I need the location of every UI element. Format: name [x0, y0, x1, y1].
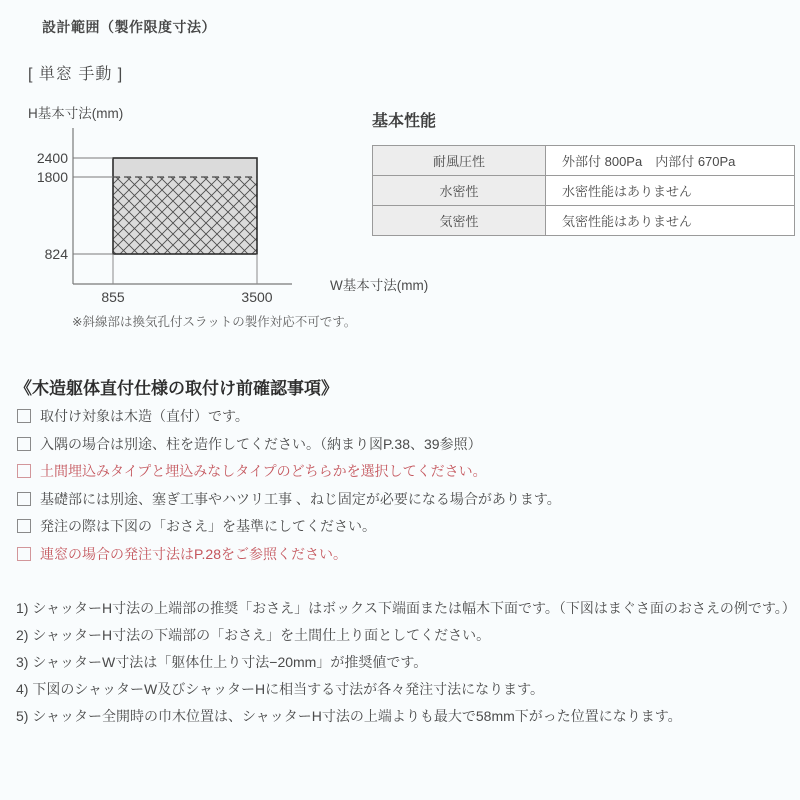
checkbox-icon [17, 409, 31, 423]
checkbox-icon [17, 464, 31, 478]
checklist [17, 407, 561, 563]
y-tick-label-2400: 2400 [36, 150, 68, 166]
row-value: 外部付 800Pa 内部付 670Pa [562, 154, 736, 169]
y-tick-label-1800: 1800 [36, 169, 68, 185]
note-line: 3) シャッターW寸法は「躯体仕上り寸法−20mm」が推奨値です。 [16, 654, 428, 670]
checklist-item-label: 入隅の場合は別途、柱を造作してください。（納まり図P.38、39参照） [40, 435, 482, 452]
checkbox-icon [17, 547, 31, 561]
chart-x-axis-label: W基本寸法(mm) [330, 278, 429, 293]
checkbox-icon [17, 492, 31, 506]
checkbox-icon [17, 519, 31, 533]
design-range-chart [30, 124, 330, 310]
row-label: 気密性 [373, 206, 546, 235]
checklist-heading: 《木造躯体直付仕様の取付け前確認事項》 [15, 379, 338, 398]
checklist-item-label: 連窓の場合の発注寸法はP.28をご参照ください。 [40, 545, 347, 562]
note-line: 4) 下図のシャッターW及びシャッターHに相当する寸法が各々発注寸法になります。 [16, 681, 544, 697]
table-row [373, 176, 794, 206]
note-line: 1) シャッターH寸法の上端部の推奨「おさえ」はボックス下端面または幅木下面です。（下図はまぐさ面のおさえの例です。） [16, 600, 796, 616]
checklist-item [17, 517, 561, 535]
hatch-area [113, 177, 257, 254]
page-subtitle: [ 単窓 手動 ] [28, 66, 124, 83]
x-tick-label-3500: 3500 [241, 289, 273, 305]
row-value: 気密性能はありません [562, 214, 693, 229]
checklist-item-label: 土間埋込みタイプと埋込みなしタイプのどちらかを選択してください。 [40, 463, 487, 479]
performance-heading: 基本性能 [372, 113, 437, 130]
checklist-item [17, 462, 561, 480]
table-row [373, 206, 794, 235]
notes-list [16, 598, 796, 724]
checklist-item [17, 407, 561, 425]
checklist-item-label: 発注の際は下図の「おさえ」を基準にしてください。 [40, 518, 376, 534]
checklist-item [17, 435, 561, 453]
x-tick-label-855: 855 [101, 289, 125, 305]
note-line: 5) シャッター全開時の巾木位置は、シャッターH寸法の上端よりも最大で58mm下がった位置になります。 [16, 708, 682, 724]
chart-note: ※斜線部は換気孔付スラットの製作対応不可です。 [72, 315, 357, 329]
row-value: 水密性能はありません [562, 184, 693, 199]
row-label: 耐風圧性 [373, 146, 546, 175]
table-row [373, 146, 794, 176]
row-label: 水密性 [373, 176, 546, 205]
page-title: 設計範囲（製作限度寸法） [42, 19, 216, 35]
performance-table [372, 145, 795, 236]
checkbox-icon [17, 437, 31, 451]
chart-y-axis-label: H基本寸法(mm) [28, 106, 124, 121]
checklist-item [17, 545, 561, 563]
note-line: 2) シャッターH寸法の下端部の「おさえ」を土間仕上り面としてください。 [16, 627, 491, 643]
checklist-item-label: 基礎部には別途、塞ぎ工事やハツリ工事 、ねじ固定が必要になる場合があります。 [40, 490, 561, 507]
checklist-item [17, 490, 561, 508]
checklist-item-label: 取付け対象は木造（直付）です。 [40, 408, 249, 424]
y-tick-label-824: 824 [44, 246, 68, 262]
